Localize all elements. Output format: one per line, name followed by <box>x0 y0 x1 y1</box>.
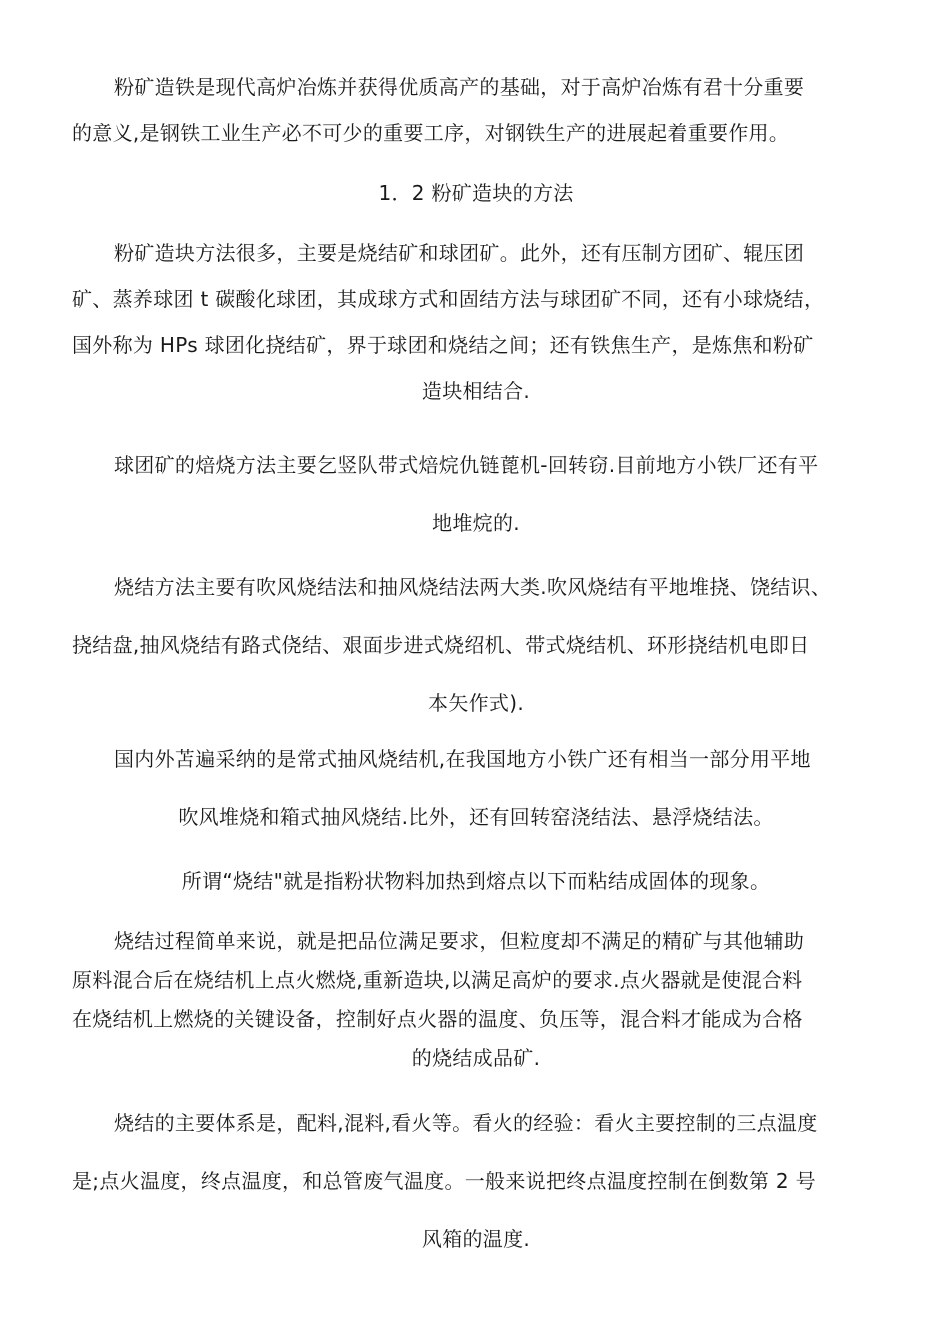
text-line: 粉矿造铁是现代高炉冶炼并获得优质高产的基础，对于高炉冶炼有君十分重要 <box>114 75 805 99</box>
paragraph-domestic-usage <box>72 730 880 846</box>
paragraph-methods <box>72 230 880 414</box>
text-line: 是;点火温度，终点温度，和总管废气温度。一般来说把终点温度控制在倒数第 2 号 <box>72 1169 816 1193</box>
text-line: 地堆烷的. <box>432 511 520 535</box>
text-line: 烧结的主要体系是，配料,混料,看火等。看火的经验：看火主要控制的三点温度 <box>114 1111 818 1135</box>
paragraph-definition <box>72 858 880 904</box>
paragraph-sintering-methods <box>72 558 880 732</box>
heading-text: 1．2 粉矿造块的方法 <box>378 181 574 205</box>
text-line: 本矢作式). <box>428 691 524 715</box>
text-line: 吹风堆烧和箱式抽风烧结.比外，还有回转窑浇结法、悬浮烧结法。 <box>178 805 774 829</box>
text-line: 在烧结机上燃烧的关键设备，控制好点火器的温度、负压等，混合料才能成为合格 <box>72 1007 803 1031</box>
text-line: 的意义,是钢铁工业生产必不可少的重要工序，对钢铁生产的进展起着重要作用。 <box>72 121 790 145</box>
paragraph-pellet-roasting <box>72 436 880 552</box>
text-line: 造块相结合. <box>421 379 531 403</box>
text-line: 球团矿的焙烧方法主要乞竖队带式焙烷仇链蓖机-回转窃.目前地方小铁厂还有平 <box>114 453 819 477</box>
text-line: 风箱的温度. <box>421 1227 531 1251</box>
text-line: 国外称为 HPs 球团化挠结矿，界于球团和烧结之间；还有铁焦生产，是炼焦和粉矿 <box>72 333 814 357</box>
text-line: 烧结方法主要有吹风烧结法和抽风烧结法两大类.吹风烧结有平地堆挠、饶结识、 <box>114 575 832 599</box>
section-heading <box>72 170 880 216</box>
paragraph-main-system <box>72 1094 880 1268</box>
text-line: 的烧结成品矿. <box>411 1046 541 1070</box>
text-line: 烧结过程简单来说，就是把品位满足要求，但粒度却不满足的精矿与其他辅助 <box>114 929 805 953</box>
text-line: 粉矿造块方法很多，主要是烧结矿和球团矿。此外，还有压制方团矿、辊压团 <box>114 241 805 265</box>
text-line: 矿、蒸养球团 t 碳酸化球团，其成球方式和固结方法与球团矿不同，还有小球烧结， <box>72 287 825 311</box>
text-line: 原料混合后在烧结机上点火燃烧,重新造块,以满足高炉的要求.点火器就是使混合料 <box>72 968 803 992</box>
text-line: 国内外苫遍采纳的是常式抽风烧结机,在我国地方小铁广还有相当一部分用平地 <box>114 747 811 771</box>
text-line: 所谓“烧结"就是指粉状物料加热到熔点以下而粘结成固体的现象。 <box>181 869 771 893</box>
paragraph-process <box>72 922 880 1078</box>
text-line: 挠结盘,抽风烧结有路式侥结、艰面步进式烧绍机、带式烧结机、环形挠结机电即日 <box>72 633 810 657</box>
paragraph-intro <box>72 64 880 156</box>
